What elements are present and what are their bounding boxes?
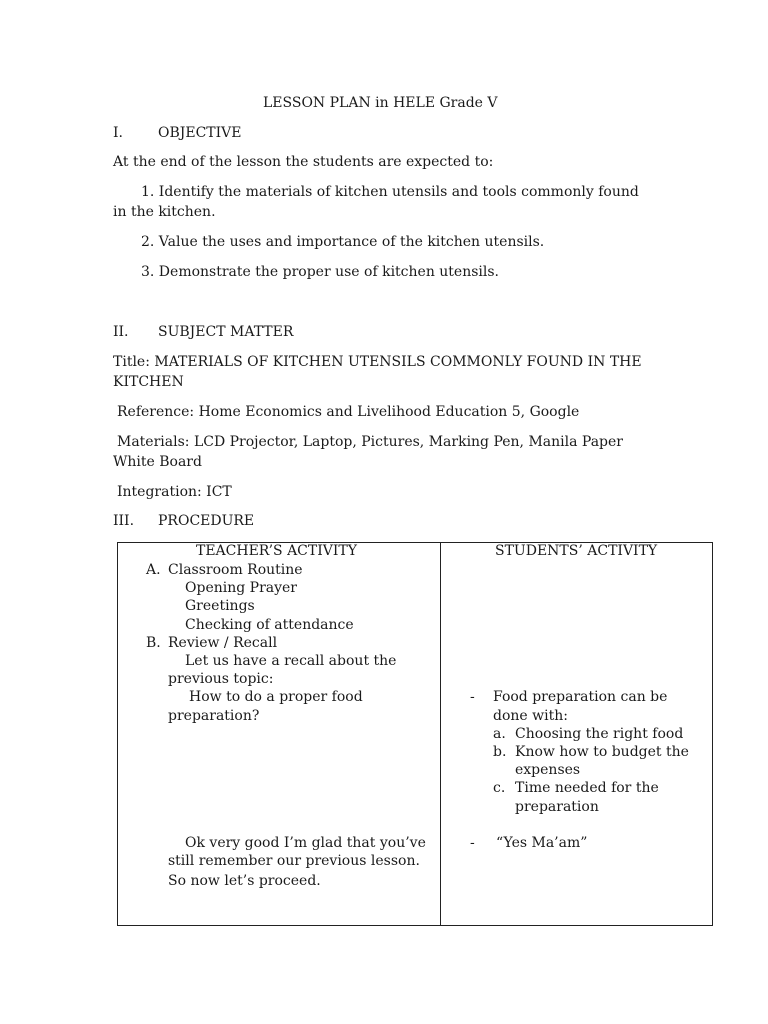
answer-line-2: done with:	[493, 708, 568, 724]
routine-item: Greetings	[185, 598, 255, 614]
page-title: LESSON PLAN in HELE Grade V	[263, 95, 498, 111]
section-heading-subject-matter: SUBJECT MATTER	[158, 324, 294, 340]
response-dash: -	[470, 835, 475, 851]
section-numeral-objective: I.	[113, 125, 123, 141]
teacher-closing-line-3: So now let’s proceed.	[168, 873, 321, 889]
routine-item: Checking of attendance	[185, 617, 354, 633]
answer-option-text: Choosing the right food	[515, 726, 684, 742]
subject-integration: Integration: ICT	[117, 484, 232, 500]
objective-intro: At the end of the lesson the students are expected to:	[113, 154, 494, 170]
subject-materials-line-1: Materials: LCD Projector, Laptop, Pictures, Marking Pen, Manila Paper	[117, 434, 623, 450]
answer-option-text: Know how to budget the	[515, 744, 689, 760]
step-b-marker: B.	[146, 635, 161, 651]
objective-item-1-continued: in the kitchen.	[113, 204, 216, 220]
teacher-closing-line-2: still remember our previous lesson.	[168, 853, 420, 869]
answer-dash: -	[470, 689, 475, 705]
answer-option-marker: b.	[493, 744, 507, 760]
section-numeral-subject-matter: II.	[113, 324, 129, 340]
answer-option-marker: a.	[493, 726, 506, 742]
recall-question-line-2: preparation?	[168, 708, 260, 724]
objective-item-1: 1. Identify the materials of kitchen utensils and tools commonly found	[141, 184, 639, 200]
student-response: “Yes Ma’am”	[496, 835, 588, 851]
step-a-marker: A.	[146, 562, 161, 578]
subject-reference: Reference: Home Economics and Livelihood Education 5, Google	[117, 404, 580, 420]
objective-item-2: 2. Value the uses and importance of the kitchen utensils.	[141, 234, 545, 250]
answer-option-text-continued: expenses	[515, 762, 581, 778]
recall-question-line-1: How to do a proper food	[189, 689, 363, 705]
objective-item-3: 3. Demonstrate the proper use of kitchen utensils.	[141, 264, 500, 280]
procedure-table-divider	[440, 542, 441, 926]
answer-option-text-continued: preparation	[515, 799, 599, 815]
recall-line-1: Let us have a recall about the	[185, 653, 397, 669]
teacher-closing-line-1: Ok very good I’m glad that you’ve	[185, 835, 426, 851]
student-activity-header: STUDENTS’ ACTIVITY	[495, 543, 658, 559]
answer-option-text: Time needed for the	[515, 780, 659, 796]
section-heading-objective: OBJECTIVE	[158, 125, 242, 141]
teacher-activity-header: TEACHER’S ACTIVITY	[196, 543, 357, 559]
subject-title-line-2: KITCHEN	[113, 374, 184, 390]
step-b-label: Review / Recall	[168, 635, 278, 651]
recall-line-2: previous topic:	[168, 671, 274, 687]
routine-item: Opening Prayer	[185, 580, 297, 596]
answer-option-marker: c.	[493, 780, 506, 796]
subject-materials-line-2: White Board	[113, 454, 202, 470]
section-heading-procedure: PROCEDURE	[158, 513, 255, 529]
answer-line-1: Food preparation can be	[493, 689, 668, 705]
step-a-label: Classroom Routine	[168, 562, 303, 578]
section-numeral-procedure: III.	[113, 513, 135, 529]
subject-title-line-1: Title: MATERIALS OF KITCHEN UTENSILS COMMONLY FOUND IN THE	[113, 354, 642, 370]
